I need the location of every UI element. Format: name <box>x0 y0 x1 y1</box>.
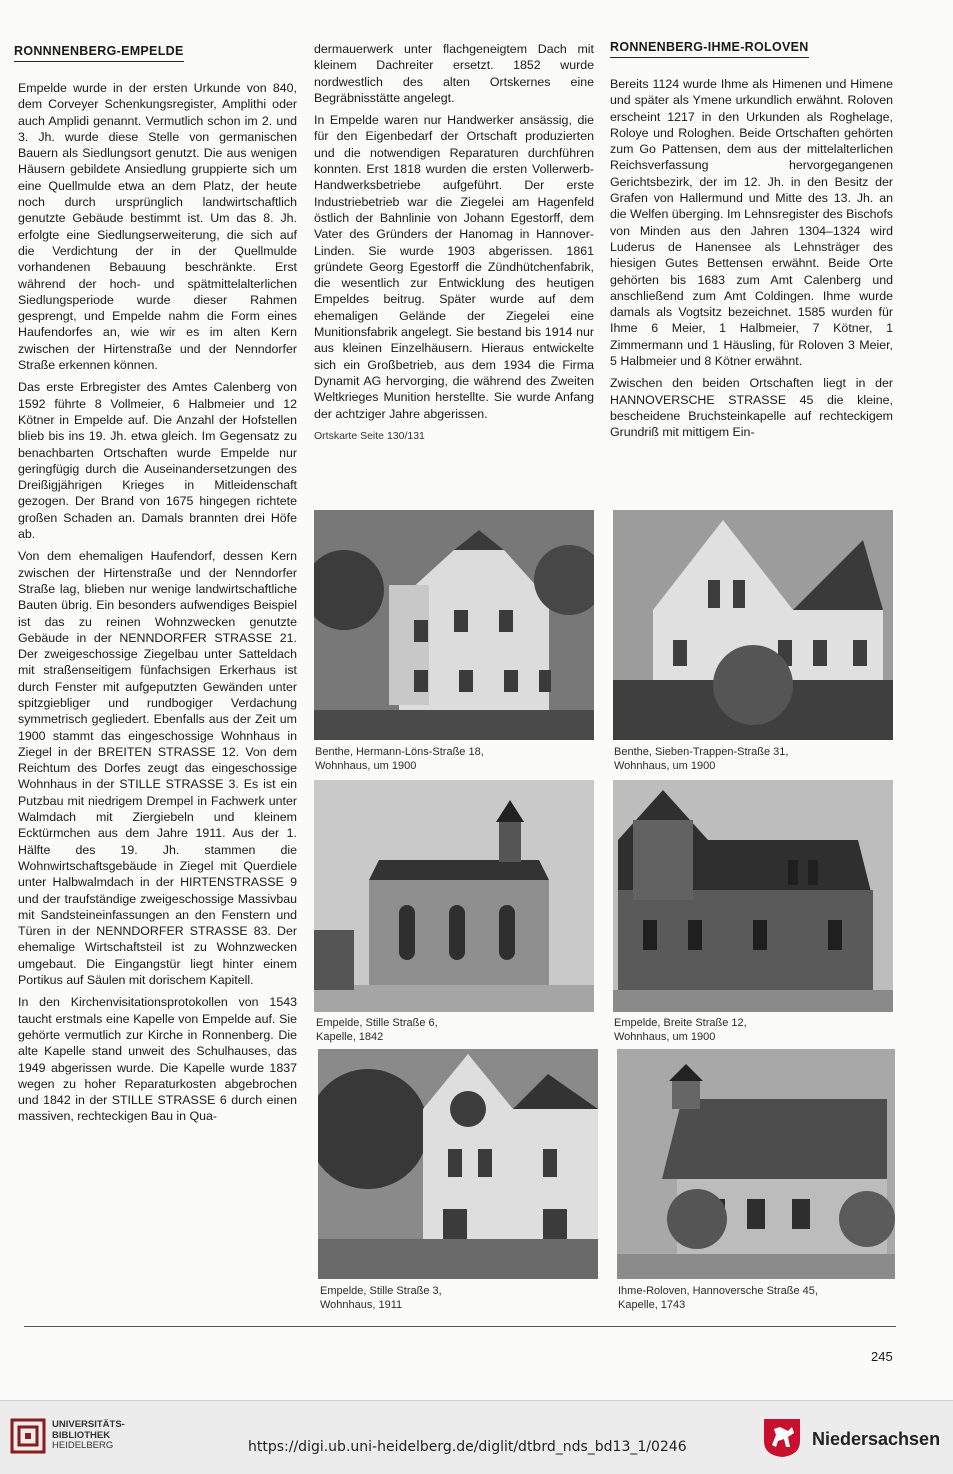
photo-house-breite-strasse-12 <box>613 780 893 1012</box>
viewer-footer <box>0 1400 953 1474</box>
paragraph: Empelde wurde in der ersten Urkunde von 840, dem Corveyer Schenkungsregister, Amplithi oder auch Amplidi genannt. Vermutlich schon im 2. und 3. Jh. wurde diese Stelle von germanischen Bauern als Siedlungsort genutzt. Die aus wenigen Häusern gebildete Ansiedlung gruppierte sich um eine Quellmulde etwa an dem Platz, der heute noch durch ursprünglich landwirtschaftlich genutzte Gebäude bestimmt ist. Um das 8. Jh. erfolgte eine Siedlungserweiterung, die sich auf die Verdichtung der in der Quellmulde vorhandenen Bebauung beschränkte. Erst während der hoch- und spätmittelalterlichen Siedlungsperiode wurde dieser Rahmen gesprengt, und Empelde nahm die Form eines Haufendorfes an, wie wir es im alten Kern zwischen der Hirtenstraße und der Nenndorfer Straße erkennen können. <box>18 81 297 373</box>
paragraph: Das erste Erbregister des Amtes Calenberg von 1592 führte 8 Vollmeier, 6 Halbmeier und 12 Kötner in Empelde auf. Die Anzahl der Hofstellen blieb bis ins 19. Jh. etwa gleich. Im Gegensatz zu benachbarten Ortschaften wurde Empelde nur geringfügig durch die Auseinandersetzungen des Dreißigjährigen Krieges in Mitleidenschaft gezogen. Der Brand von 1675 hingegen richtete großen Schaden an. Damals brannten drei Höfe ab. <box>18 380 297 542</box>
photo-house-stille-strasse-3 <box>318 1049 598 1279</box>
niedersachsen-horse-emblem-icon <box>760 1415 804 1459</box>
photo-chapel-hannoversche-strasse-45 <box>617 1049 895 1279</box>
paragraph: Bereits 1124 wurde Ihme als Himenen und Himene und später als Ymene urkundlich erwähnt. Roloven erscheint 1217 in den Urkunden als Roghelage, Roloye und Rologhen. Beide Ortschaften gehörten zum Go Pattensen, dem aus der mittelalterlichen Reichsverfassung hervorgegangenen Gerichtsbezirk, der im 12. Jh. in den Besitz der Grafen von Hallermund und Mitte des 13. Jh. an die Welfen überging. Im Lehnsregister des Bischofs von Minden aus den Jahren 1304–1324 wird Luderus de Hanensee als Lehnsträger des hiesigen Gutes Bettensen erwähnt. Beide Orte gehörten bis 1683 zum Amt Calenberg und anschließend zum Amt Coldingen. Ihme wurde damals als Vogtsitz bezeichnet. 1585 wurden für Ihme 6 Meier, 1 Halbmeier, 7 Kötner, 1 Zimmermann und 1 Häusling, für Roloven 3 Meier, 5 Halbmeier und 8 Kötner erwähnt. <box>610 77 893 369</box>
photo-house-benthe-hermann-loens <box>314 510 594 740</box>
page-url-link[interactable]: https://digi.ub.uni-heidelberg.de/diglit/dtbrd_nds_bd13_1/0246 <box>248 1439 687 1455</box>
photo-house-benthe-sieben-trappen <box>613 510 893 740</box>
paragraph: Von dem ehemaligen Haufendorf, dessen Kern zwischen der Hirtenstraße und der Nenndorfer Straße lag, blieben nur wenige landwirtschaftliche Bauten übrig. Ein besonders aufwendiges Beispiel ist das zu reinen Wohnzwecken genutzte Gebäude in der NENNDORFER STRASSE 21. Der zweigeschossige Ziegelbau unter Satteldach mit straßenseitigem fünfachsigen Erkerhaus ist durch Fenster mit aufgeputzten Gewänden unter spitzgiebliger und rundbogiger Verdachung symmetrisch gegliedert. Ebenfalls aus der Zeit um 1900 stammt das eingeschossige Wohnhaus in Ziegel in der BREITEN STRASSE 12. Von dem Reichtum des Dorfes zeugt das eingeschossige Wohnhaus in der STILLE STRASSE 3. Es ist ein Putzbau mit niedrigem Drempel in Fachwerk unter Walmdach mit Ziergiebeln und kleinem Ecktürmchen aus dem Jahre 1911. Aus der 1. Hälfte des 19. Jh. stammen die Wohnwirtschaftsgebäude in Ziegel mit Querdiele unter Halbwalmdach in der HIRTENSTRASSE 9 und der traufständige zweigeschossige Massivbau mit Sandsteineinfassungen an den Fenstern und Türen in der NENNDORFER STRASSE 83. Der ehemalige Wirtschaftsteil ist zu Wohnzwecken umgebaut. Die Eingangstür liegt hinter einem Portikus auf Säulen mit dorischem Kapitell. <box>18 549 297 988</box>
section-heading-ihme-roloven: RONNENBERG-IHME-ROLOVEN <box>610 40 809 58</box>
photo-caption: Ihme-Roloven, Hannoversche Straße 45, Kapelle, 1743 <box>618 1285 818 1311</box>
paragraph: dermauerwerk unter flachgeneigtem Dach mit kleinem Dachreiter ersetzt. 1852 wurde nordwestlich des alten Ortskernes eine Begräbnisstätte angelegt. <box>314 42 594 105</box>
library-name[interactable]: UNIVERSITÄTS- BIBLIOTHEK HEIDELBERG <box>52 1419 125 1451</box>
page-number: 245 <box>871 1349 893 1364</box>
photo-caption: Benthe, Sieben-Trappen-Straße 31, Wohnhaus, um 1900 <box>614 746 789 772</box>
map-reference-note: Ortskarte Seite 130/131 <box>314 429 425 442</box>
text-column-2 <box>314 41 594 491</box>
paragraph: In Empelde waren nur Handwerker ansässig, die für den Eigenbedarf der Ortschaft produzierten und die notwendigen Reparaturen durchführen konnten. Erst 1818 wurden die ersten Vollerwerb-Handwerksbetriebe aufgeführt. Der erste Industriebetrieb war die Ziegelei am Hagenfeld östlich der Bahnlinie von Johann Egestorff, dem Vater des Gründers der Hanomag in Hannover-Linden. Sie wurde 1903 abgerissen. 1861 gründete Georg Egestorff die Zündhütchenfabrik, die wesentlich zur Entwicklung des heutigen Empeldes beitrug. Später wurde auf dem ehemaligen Gelände der Ziegelei eine Munitionsfabrik angelegt. Sie bestand bis 1914 nur aus kleinen Einzelhäusern. Hieraus entwickelte sich ein Großbetrieb, aus dem 1934 die Firma Dynamit AG hervorging, die während des Zweiten Weltkrieges Munition herstellte. Sie wurde Anfang der achtziger Jahre abgerissen. <box>314 113 594 421</box>
text-column-3 <box>610 76 893 496</box>
photo-caption: Empelde, Stille Straße 3, Wohnhaus, 1911 <box>320 1285 442 1311</box>
university-library-logo-icon <box>10 1418 46 1454</box>
section-heading-empelde: RONNNENBERG-EMPELDE <box>14 44 184 62</box>
footer-divider <box>24 1326 896 1327</box>
photo-chapel-stille-strasse-6 <box>314 780 594 1012</box>
paragraph: Zwischen den beiden Ortschaften liegt in der HANNOVERSCHE STRASSE 45 die kleine, bescheidene Bruchsteinkapelle auf rechteckigem Grundriß mit mittigem Ein- <box>610 376 893 440</box>
niedersachsen-label[interactable]: Niedersachsen <box>812 1429 941 1449</box>
photo-caption: Empelde, Stille Straße 6, Kapelle, 1842 <box>316 1017 438 1043</box>
photo-caption: Benthe, Hermann-Löns-Straße 18, Wohnhaus, um 1900 <box>315 746 484 772</box>
paragraph: In den Kirchenvisitationsprotokollen von 1543 taucht erstmals eine Kapelle von Empelde auf. Sie gehörte vermutlich zur Kirche in Ronnenberg. Die alte Kapelle stand unweit des Schulhauses, das 1949 abgerissen wurde. Die Kapelle wurde 1837 wegen zu hoher Reparaturkosten abgebrochen und 1842 in der STILLE STRASSE 6 durch einen massiven, rechteckigen Bau in Qua- <box>18 995 297 1124</box>
text-column-1 <box>18 80 297 1290</box>
photo-caption: Empelde, Breite Straße 12, Wohnhaus, um 1900 <box>614 1017 747 1043</box>
